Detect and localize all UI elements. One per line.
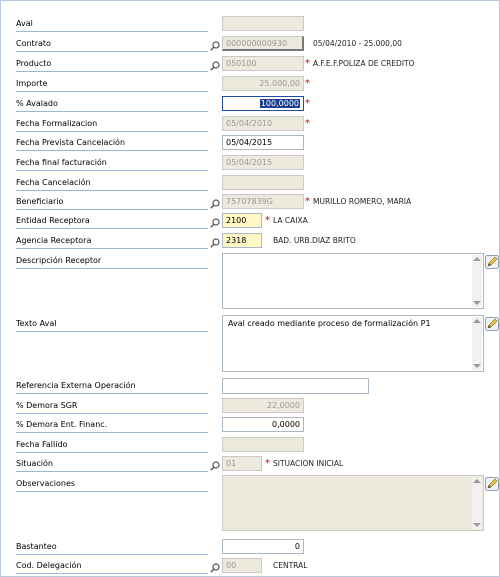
divider xyxy=(16,190,208,191)
beneficiario-note: MURILLO ROMERO, MARIA xyxy=(313,197,412,206)
contrato-note: 05/04/2010 - 25.000,00 xyxy=(313,39,402,48)
situacion-field: 01 xyxy=(222,456,262,471)
divider xyxy=(16,71,208,72)
required-icon: * xyxy=(305,58,310,69)
divider xyxy=(16,248,208,249)
divider xyxy=(16,471,208,472)
beneficiario-field: 75707839G xyxy=(222,194,304,209)
required-icon: * xyxy=(305,78,310,89)
divider xyxy=(16,51,208,52)
required-icon: * xyxy=(265,458,270,469)
row-demora-ent-financ xyxy=(0,417,500,435)
search-icon[interactable] xyxy=(210,461,220,471)
contrato-field: 000000000930 xyxy=(222,36,304,51)
divider xyxy=(16,31,208,32)
fecha-final-facturacion-label: Fecha final facturación xyxy=(16,158,107,167)
row-agencia-receptora xyxy=(0,233,500,251)
avalado-input[interactable] xyxy=(222,96,304,111)
fecha-fallido-label: Fecha Fallido xyxy=(16,440,68,449)
required-icon: * xyxy=(305,196,310,207)
row-fecha-formalizacion xyxy=(0,116,500,134)
agencia-receptora-input[interactable]: 2318 xyxy=(222,233,262,248)
row-fecha-cancelacion xyxy=(0,175,500,193)
scroll-up-icon[interactable] xyxy=(473,257,481,261)
row-entidad-receptora xyxy=(0,213,500,231)
cod-delegacion-label: Cod. Delegación xyxy=(16,561,82,570)
search-icon[interactable] xyxy=(210,61,220,71)
fecha-fallido-field xyxy=(222,437,304,452)
divider xyxy=(16,268,208,269)
fecha-formalizacion-field: 05/04/2010 xyxy=(222,116,304,131)
divider xyxy=(16,209,208,210)
texto-aval-value: Aval creado mediante proceso de formalización P1 xyxy=(228,319,431,328)
producto-note: A.F.E.F.POLIZA DE CREDITO xyxy=(313,59,415,68)
divider xyxy=(16,131,208,132)
descripcion-receptor-textarea[interactable] xyxy=(222,253,484,309)
avalado-value: 100,0000 xyxy=(260,99,299,108)
pencil-edit-icon[interactable] xyxy=(485,255,499,269)
scroll-down-icon[interactable] xyxy=(473,364,481,368)
divider xyxy=(16,228,208,229)
row-beneficiario xyxy=(0,194,500,212)
contrato-label: Contrato xyxy=(16,39,51,48)
search-icon[interactable] xyxy=(210,199,220,209)
observaciones-label: Observaciones xyxy=(16,479,76,488)
scroll-up-icon[interactable] xyxy=(473,479,481,483)
bastanteo-label: Bastanteo xyxy=(16,542,57,551)
fecha-prevista-cancelacion-label: Fecha Prevista Cancelación xyxy=(16,138,126,147)
search-icon[interactable] xyxy=(210,563,220,573)
divider xyxy=(16,554,208,555)
demora-ent-financ-input[interactable]: 0,0000 xyxy=(222,417,304,432)
descripcion-receptor-label: Descripción Receptor xyxy=(16,256,102,265)
demora-sgr-field: 22,0000 xyxy=(222,398,304,413)
fecha-cancelacion-label: Fecha Cancelación xyxy=(16,178,91,187)
scroll-down-icon[interactable] xyxy=(473,301,481,305)
row-demora-sgr xyxy=(0,398,500,416)
importe-field: 25.000,00 xyxy=(222,76,304,91)
divider xyxy=(16,393,208,394)
divider xyxy=(16,91,208,92)
required-icon: * xyxy=(265,215,270,226)
row-bastanteo xyxy=(0,539,500,557)
fecha-prevista-cancelacion-input[interactable]: 05/04/2015 xyxy=(222,135,304,150)
texto-aval-label: Texto Aval xyxy=(16,319,57,328)
entidad-receptora-input[interactable]: 2100 xyxy=(222,213,262,228)
required-icon: * xyxy=(305,118,310,129)
cod-delegacion-note: CENTRAL xyxy=(273,561,308,570)
producto-label: Producto xyxy=(16,59,52,68)
row-contrato xyxy=(0,36,500,54)
divider xyxy=(16,111,208,112)
required-icon: * xyxy=(305,98,310,109)
entidad-receptora-label: Entidad Receptora xyxy=(16,216,90,225)
divider xyxy=(16,170,208,171)
situacion-label: Situación xyxy=(16,459,53,468)
divider xyxy=(16,413,208,414)
row-situacion xyxy=(0,456,500,474)
fecha-cancelacion-field xyxy=(222,175,304,190)
entidad-receptora-note: LA CAIXA xyxy=(273,216,308,225)
referencia-externa-input[interactable] xyxy=(222,378,369,394)
bastanteo-input[interactable]: 0 xyxy=(222,539,304,554)
row-importe xyxy=(0,76,500,94)
texto-aval-textarea[interactable] xyxy=(222,315,484,372)
referencia-externa-label: Referencia Externa Operación xyxy=(16,381,136,390)
scroll-up-icon[interactable] xyxy=(473,319,481,323)
aval-label: Aval xyxy=(16,19,33,28)
agencia-receptora-note: BAD. URB.DIAZ BRITO xyxy=(273,236,356,245)
row-producto xyxy=(0,56,500,74)
row-avalado xyxy=(0,96,500,114)
avalado-label: % Avalado xyxy=(16,99,58,108)
scrollbar[interactable] xyxy=(472,317,482,370)
row-referencia-externa xyxy=(0,378,500,396)
importe-label: Importe xyxy=(16,79,48,88)
scroll-down-icon[interactable] xyxy=(473,523,481,527)
demora-sgr-label: % Demora SGR xyxy=(16,401,78,410)
producto-field: 050100 xyxy=(222,56,304,71)
row-fecha-final-facturacion xyxy=(0,155,500,173)
situacion-note: SITUACION INICIAL xyxy=(273,459,344,468)
demora-ent-financ-label: % Demora Ent. Financ. xyxy=(16,420,108,429)
pencil-edit-icon[interactable] xyxy=(485,317,499,331)
row-cod-delegacion xyxy=(0,558,500,576)
divider xyxy=(16,491,208,492)
divider xyxy=(16,432,208,433)
cod-delegacion-field: 00 xyxy=(222,558,262,573)
scrollbar[interactable] xyxy=(472,477,482,529)
row-aval xyxy=(0,16,500,34)
fecha-formalizacion-label: Fecha Formalizacion xyxy=(16,119,98,128)
divider xyxy=(16,452,208,453)
scrollbar[interactable] xyxy=(472,255,482,307)
aval-field xyxy=(222,16,304,31)
agencia-receptora-label: Agencia Receptora xyxy=(16,236,92,245)
divider xyxy=(16,331,208,332)
search-icon[interactable] xyxy=(210,41,220,51)
row-fecha-prevista-cancelacion xyxy=(0,135,500,153)
beneficiario-label: Beneficiario xyxy=(16,197,64,206)
pencil-edit-icon[interactable] xyxy=(485,477,499,491)
search-icon[interactable] xyxy=(210,218,220,228)
search-icon[interactable] xyxy=(210,238,220,248)
divider xyxy=(16,573,208,574)
row-fecha-fallido xyxy=(0,437,500,455)
fecha-final-facturacion-field: 05/04/2015 xyxy=(222,155,304,170)
divider xyxy=(16,150,208,151)
observaciones-textarea xyxy=(222,475,484,531)
